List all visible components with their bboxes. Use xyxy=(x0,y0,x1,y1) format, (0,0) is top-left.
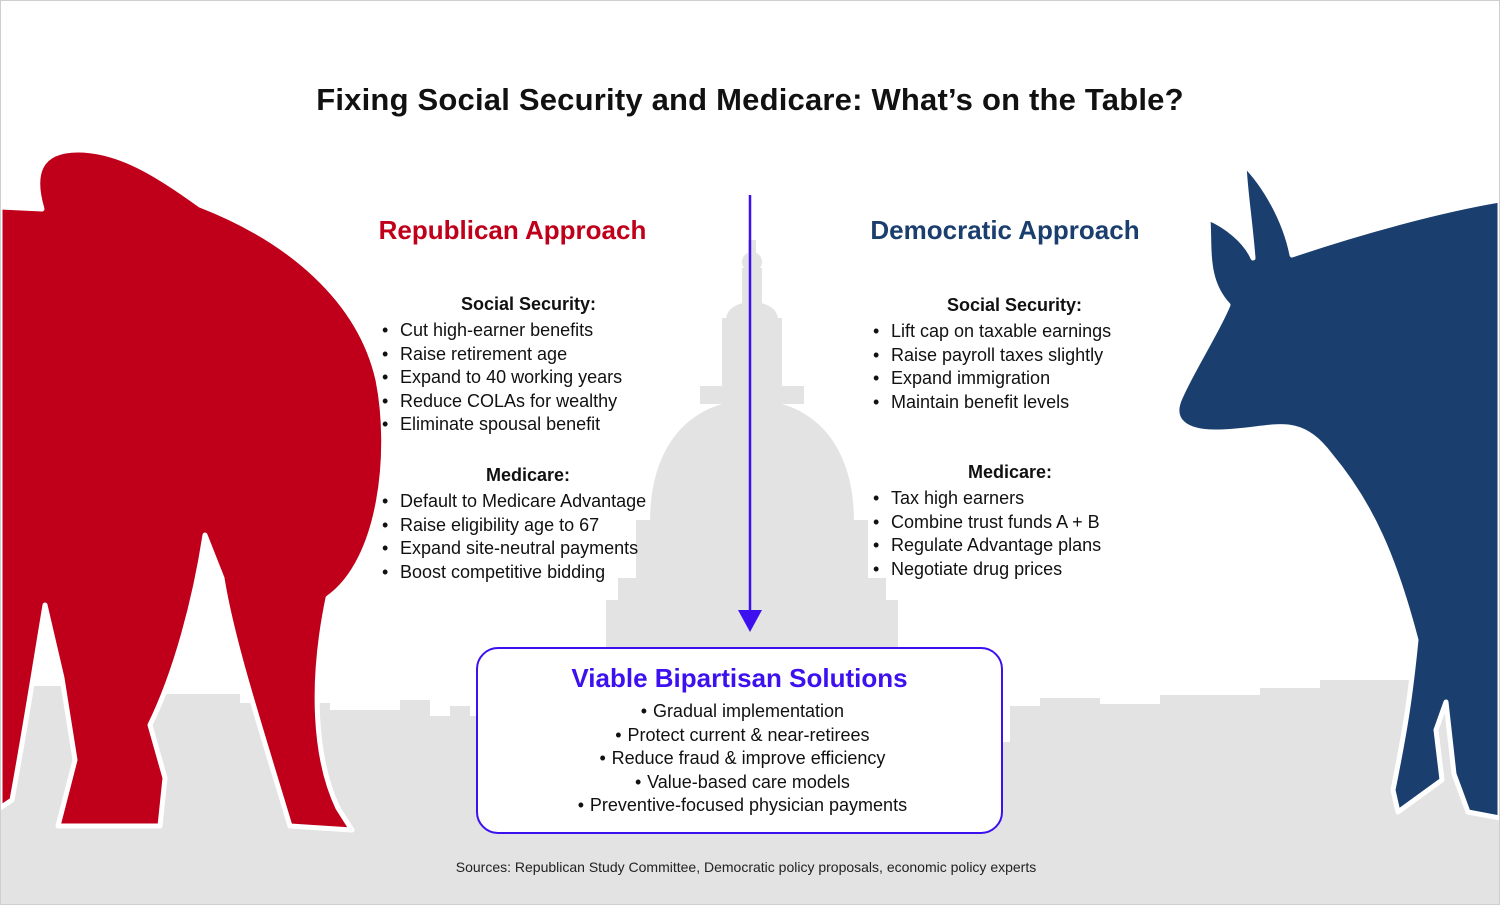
list-item xyxy=(382,490,646,514)
list-item-text: Reduce COLAs for wealthy xyxy=(400,390,618,411)
bullet: • xyxy=(873,511,880,532)
democratic-social-security-heading: Social Security: xyxy=(947,295,1083,315)
democratic-medicare-group xyxy=(873,462,1101,581)
list-item xyxy=(478,747,1001,771)
democratic-social-security-list xyxy=(873,320,1111,414)
bullet: • xyxy=(873,368,880,389)
republican-social-security-group xyxy=(382,294,622,437)
bullet: • xyxy=(382,367,389,388)
bullet: • xyxy=(640,701,648,721)
list-item-text: Gradual implementation xyxy=(652,701,845,721)
bullet: • xyxy=(382,414,389,435)
list-item-text: Combine trust funds A + B xyxy=(891,511,1100,532)
bullet: • xyxy=(873,321,880,341)
list-item xyxy=(873,487,1101,511)
democratic-medicare-list xyxy=(873,487,1101,581)
list-item-text: Expand immigration xyxy=(891,368,1051,389)
bipartisan-solutions-box xyxy=(476,647,1003,834)
page-title: Fixing Social Security and Medicare: What’s on the Table? xyxy=(316,82,1184,117)
bullet: • xyxy=(873,488,880,508)
republican-medicare-group xyxy=(382,465,646,584)
list-item xyxy=(873,391,1111,415)
list-item xyxy=(382,319,622,343)
list-item xyxy=(873,511,1101,535)
bullet: • xyxy=(382,538,389,559)
bullet: • xyxy=(873,558,880,579)
list-item-text: Cut high-earner benefits xyxy=(400,320,594,340)
list-item-text: Default to Medicare Advantage xyxy=(400,491,647,511)
list-item-text: Lift cap on taxable earnings xyxy=(891,321,1112,341)
list-item xyxy=(478,771,1001,795)
list-item xyxy=(478,724,1001,748)
list-item-text: Expand to 40 working years xyxy=(400,367,623,388)
republican-social-security-list xyxy=(382,319,622,437)
list-item xyxy=(478,794,1001,818)
list-item xyxy=(873,534,1101,558)
list-item xyxy=(873,558,1101,582)
democratic-approach-heading: Democratic Approach xyxy=(870,215,1140,245)
bipartisan-solutions-heading: Viable Bipartisan Solutions xyxy=(571,663,908,693)
list-item-text: Raise payroll taxes slightly xyxy=(891,344,1104,365)
list-item xyxy=(873,367,1111,391)
list-item xyxy=(382,390,622,414)
bullet: • xyxy=(599,748,606,769)
republican-approach-heading: Republican Approach xyxy=(378,215,647,245)
bullet: • xyxy=(382,320,389,340)
list-item-text: Regulate Advantage plans xyxy=(891,535,1102,556)
bullet: • xyxy=(382,343,389,364)
republican-medicare-list xyxy=(382,490,646,584)
list-item xyxy=(873,344,1111,368)
bullet: • xyxy=(873,391,880,412)
list-item-text: Maintain benefit levels xyxy=(891,391,1070,412)
list-item-text: Reduce fraud & improve efficiency xyxy=(611,748,886,769)
list-item-text: Raise eligibility age to 67 xyxy=(400,514,600,535)
list-item xyxy=(382,343,622,367)
list-item xyxy=(873,320,1111,344)
bullet: • xyxy=(873,535,880,556)
list-item-text: Eliminate spousal benefit xyxy=(400,414,601,435)
list-item-text: Tax high earners xyxy=(891,488,1025,508)
list-item-text: Value-based care models xyxy=(647,771,850,792)
list-item-text: Expand site-neutral payments xyxy=(400,538,639,559)
bullet: • xyxy=(382,514,389,535)
list-item xyxy=(478,700,1001,724)
bullet: • xyxy=(577,795,585,816)
list-item-text: Negotiate drug prices xyxy=(891,558,1063,579)
republican-medicare-heading: Medicare: xyxy=(486,465,571,485)
bullet: • xyxy=(615,724,622,745)
list-item-text: Protect current & near-retirees xyxy=(627,724,870,745)
republican-social-security-heading: Social Security: xyxy=(461,294,597,314)
bullet: • xyxy=(873,344,880,365)
list-item xyxy=(382,537,646,561)
bipartisan-solutions-list xyxy=(478,700,1001,818)
bullet: • xyxy=(382,491,389,511)
bullet: • xyxy=(382,561,389,582)
list-item-text: Preventive-focused physician payments xyxy=(589,795,908,816)
list-item xyxy=(382,413,622,437)
democratic-medicare-heading: Medicare: xyxy=(968,462,1053,482)
bullet: • xyxy=(382,390,389,411)
sources-note: Sources: Republican Study Committee, Democratic policy proposals, economic policy experts xyxy=(455,859,1037,875)
list-item xyxy=(382,366,622,390)
list-item xyxy=(382,514,646,538)
list-item xyxy=(382,561,646,585)
list-item-text: Raise retirement age xyxy=(400,343,568,364)
list-item-text: Boost competitive bidding xyxy=(400,561,606,582)
bullet: • xyxy=(634,771,642,792)
democratic-social-security-group xyxy=(873,295,1111,414)
